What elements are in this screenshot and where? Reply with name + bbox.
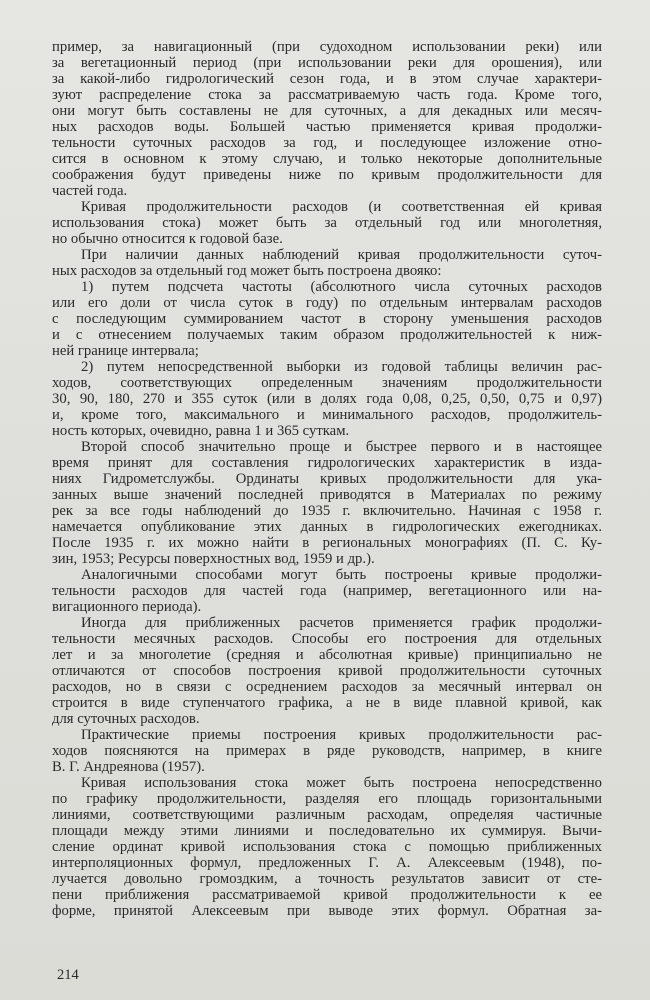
text-line: тельности суточных расходов за год, и последующее изложение отно- [52, 135, 602, 151]
text-line: 2) путем непосредственной выборки из годовой таблицы величин рас- [81, 359, 602, 375]
text-line: ходов, соответствующих определенным значениям продолжительности [52, 375, 602, 391]
text-line: соображения будут приведены ниже по кривым продолжительности для [52, 167, 602, 183]
text-line: по графику продолжительности, разделяя его площадь горизонтальными [52, 791, 602, 807]
text-line: 30, 90, 180, 270 и 355 суток (или в долях года 0,08, 0,25, 0,50, 0,75 и 0,97) [52, 391, 602, 407]
text-line: После 1935 г. их можно найти в региональных монографиях (П. С. Ку- [52, 535, 602, 551]
text-line: линиями, соответствующими различным расходам, определяя частичные [52, 807, 602, 823]
text-line: и с отнесением получаемых таким образом продолжительностей к ниж- [52, 327, 602, 343]
text-line: лет и за многолетие (средняя и абсолютная кривые) принципиально не [52, 647, 602, 663]
text-line: В. Г. Андреянова (1957). [52, 759, 205, 775]
text-line: площади между этими линиями и последовательно их суммируя. Вычи- [52, 823, 602, 839]
text-line: ных расходов воды. Большей частью применяется кривая продолжи- [52, 119, 602, 135]
text-line: расходов, но в связи с осреднением расходов за месячный интервал он [52, 679, 602, 695]
text-line: пример, за навигационный (при судоходном использовании реки) или [52, 39, 602, 55]
text-line: отличаются от способов построения кривой продолжительности суточных [52, 663, 602, 679]
text-line: за вегетационный период (при использовании реки для орошения), или [52, 55, 602, 71]
text-line: рек за все годы наблюдений до 1935 г. включительно. Начиная с 1958 г. [52, 503, 602, 519]
text-line: строится в виде ступенчатого графика, а не в виде плавной кривой, как [52, 695, 602, 711]
page-number: 214 [57, 967, 79, 983]
text-line: для суточных расходов. [52, 711, 200, 727]
text-line: время принят для составления гидрологических характеристик в изда- [52, 455, 602, 471]
text-line: Аналогичными способами могут быть построены кривые продолжи- [81, 567, 602, 583]
text-line: пени приближения рассматриваемой кривой продолжительности к ее [52, 887, 602, 903]
text-line: ходов поясняются на примерах в ряде руководств, например, в книге [52, 743, 602, 759]
text-line: сление ординат кривой использования стока с помощью приближенных [52, 839, 602, 855]
text-line: частей года. [52, 183, 128, 199]
text-line: ниях Гидрометслужбы. Ординаты кривых продолжительности для ука- [52, 471, 602, 487]
text-line: При наличии данных наблюдений кривая продолжительности суточ- [81, 247, 602, 263]
text-line: Кривая использования стока может быть построена непосредственно [81, 775, 602, 791]
text-line: Кривая продолжительности расходов (и соответственная ей кривая [81, 199, 602, 215]
text-line: сится в основном к этому случаю, и только некоторые дополнительные [52, 151, 602, 167]
text-line: использования стока) может быть за отдельный год или многолетняя, [52, 215, 602, 231]
text-line: ных расходов за отдельный год может быть построена двояко: [52, 263, 442, 279]
text-line: или его доли от числа суток в году) по отдельным интервалам расходов [52, 295, 602, 311]
text-line: зин, 1953; Ресурсы поверхностных вод, 1959 и др.). [52, 551, 375, 567]
text-line: Иногда для приближенных расчетов применяется график продолжи- [81, 615, 602, 631]
text-line: зуют распределение стока за рассматриваемую часть года. Кроме того, [52, 87, 602, 103]
text-line: тельности месячных расходов. Способы его построения для отдельных [52, 631, 602, 647]
text-line: тельности расходов для частей года (например, вегетационного или на- [52, 583, 602, 599]
text-line: но обычно относится к годовой базе. [52, 231, 283, 247]
text-line: форме, принятой Алексеевым при выводе этих формул. Обратная за- [52, 903, 602, 919]
text-line: намечается опубликование этих данных в гидрологических ежегодниках. [52, 519, 602, 535]
text-line: Второй способ значительно проще и быстрее первого и в настоящее [81, 439, 602, 455]
text-line: 1) путем подсчета частоты (абсолютного числа суточных расходов [81, 279, 602, 295]
text-line: интерполяционных формул, предложенных Г. А. Алексеевым (1948), по- [52, 855, 602, 871]
text-line: вигационного периода). [52, 599, 202, 615]
text-line: лучается довольно громоздким, а точность результатов зависит от сте- [52, 871, 602, 887]
text-line: они могут быть составлены не для суточных, а для декадных или месяч- [52, 103, 602, 119]
text-line: Практические приемы построения кривых продолжительности рас- [81, 727, 602, 743]
text-line: занных выше значений последней приводятся в Материалах по режиму [52, 487, 602, 503]
text-line: с последующим суммированием частот в сторону уменьшения расходов [52, 311, 602, 327]
text-line: ность которых, очевидно, равна 1 и 365 суткам. [52, 423, 350, 439]
text-line: ней границе интервала; [52, 343, 199, 359]
text-line: и, кроме того, максимального и минимального расходов, продолжитель- [52, 407, 602, 423]
text-line: за какой-либо гидрологический сезон года, и в этом случае характери- [52, 71, 602, 87]
